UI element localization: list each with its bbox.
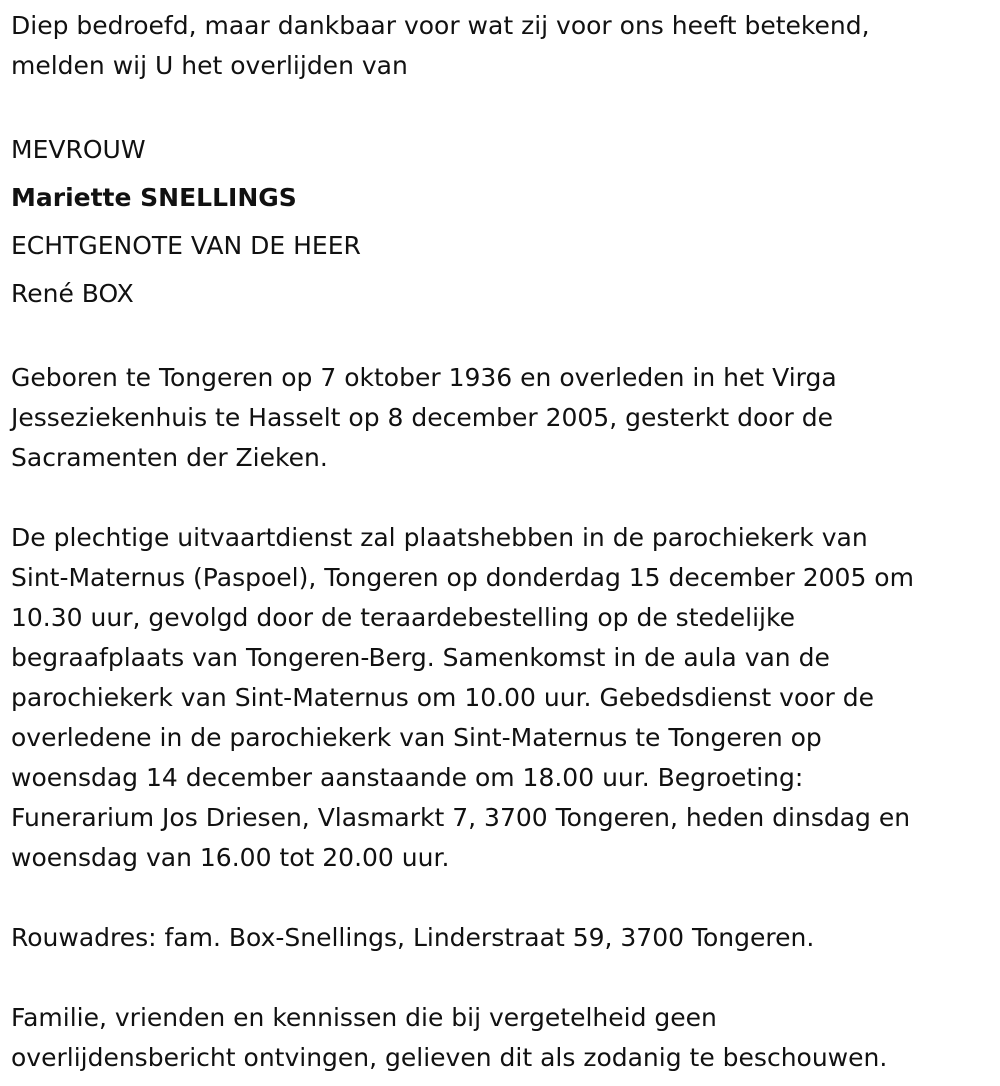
deceased-title: MEVROUW [11, 135, 146, 164]
closing-line: overlijdensbericht ontvingen, gelieven dit als zodanig te beschouwen. [11, 1043, 888, 1072]
service-line: Funerarium Jos Driesen, Vlasmarkt 7, 3700 Tongeren, heden dinsdag en [11, 803, 911, 832]
intro-line: melden wij U het overlijden van [11, 51, 408, 80]
service-line: Sint-Maternus (Paspoel), Tongeren op donderdag 15 december 2005 om [11, 563, 914, 592]
birth-death-line: Geboren te Tongeren op 7 oktober 1936 en overleden in het Virga [11, 363, 837, 392]
service-line: overledene in de parochiekerk van Sint-Maternus te Tongeren op [11, 723, 822, 752]
service-line: begraafplaats van Tongeren-Berg. Samenkomst in de aula van de [11, 643, 830, 672]
closing-line: Familie, vrienden en kennissen die bij vergetelheid geen [11, 1003, 717, 1032]
deceased-name: Mariette SNELLINGS [11, 183, 297, 212]
service-line: De plechtige uitvaartdienst zal plaatshebben in de parochiekerk van [11, 523, 868, 552]
relation-line: ECHTGENOTE VAN DE HEER [11, 231, 361, 260]
birth-death-line: Jesseziekenhuis te Hasselt op 8 december 2005, gesterkt door de [11, 403, 834, 432]
mourning-address: Rouwadres: fam. Box-Snellings, Linderstraat 59, 3700 Tongeren. [11, 923, 815, 952]
service-line: parochiekerk van Sint-Maternus om 10.00 uur. Gebedsdienst voor de [11, 683, 875, 712]
birth-death-line: Sacramenten der Zieken. [11, 443, 328, 472]
service-line: 10.30 uur, gevolgd door de teraardebestelling op de stedelijke [11, 603, 795, 632]
service-line: woensdag van 16.00 tot 20.00 uur. [11, 843, 450, 872]
intro-line: Diep bedroefd, maar dankbaar voor wat zij voor ons heeft betekend, [11, 11, 870, 40]
death-notice [11, 6, 991, 1078]
spouse-name: René BOX [11, 279, 134, 308]
service-line: woensdag 14 december aanstaande om 18.00 uur. Begroeting: [11, 763, 804, 792]
